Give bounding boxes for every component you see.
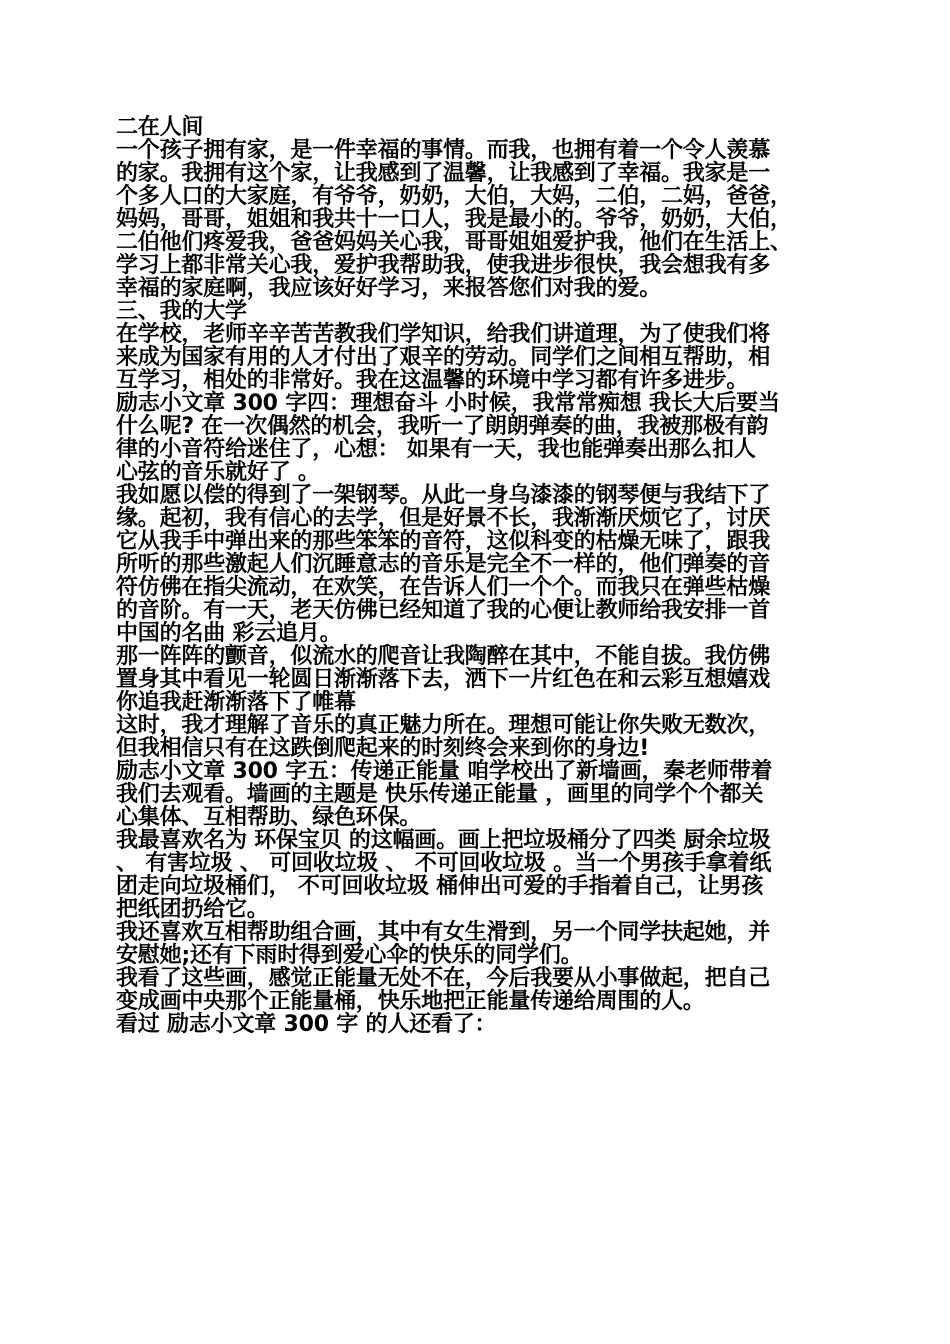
document-body [116, 116, 842, 1036]
text-line: 把纸团扔给它。 [116, 897, 269, 922]
text-line: 变成画中央那个正能量桶，快乐地把正能量传递给周围的人。 [116, 989, 705, 1014]
text-line: 中国的名曲 彩云追月。 [116, 621, 342, 646]
text-line: 的家。我拥有这个家，让我感到了温馨，让我感到了幸福。我家是一 [116, 161, 771, 186]
text-line: 符仿佛在指尖流动，在欢笑，在告诉人们一个个。而我只在弹些枯燥 [116, 575, 771, 600]
text-line: 我还喜欢互相帮助组合画，其中有女生滑到，另一个同学扶起她，并 [116, 920, 771, 945]
text-line: 一个孩子拥有家，是一件幸福的事情。而我，也拥有着一个令人羡慕 [116, 138, 771, 163]
text-line: 什么呢? 在一次偶然的机会，我听一了朗朗弹奏的曲，我被那极有韵 [116, 414, 769, 439]
text-line: 你追我赶渐渐落下了帷幕 [116, 690, 356, 715]
text-line: 这时，我才理解了音乐的真正魅力所在。理想可能让你失败无数次， [116, 713, 771, 738]
text-line: 来成为国家有用的人才付出了艰辛的劳动。同学们之间相互帮助，相 [116, 345, 771, 370]
text-line: 互学习，相处的非常好。我在这温馨的环境中学习都有许多进步。 [116, 368, 749, 393]
text-line: 我最喜欢名为 环保宝贝 的这幅画。画上把垃圾桶分了四类 厨余垃圾 [116, 828, 771, 853]
related-articles-label: 看过 励志小文章 300 字 的人还看了： [116, 1012, 497, 1037]
text-line: 我们去观看。墙画的主题是 快乐传递正能量 ，画里的同学个个都关 [116, 782, 764, 807]
text-line: 学习上都非常关心我，爱护我帮助我，使我进步很快，我会想我有多 [116, 253, 771, 278]
text-line: 所听的那些激起人们沉睡意志的音乐是完全不一样的，他们弹奏的音 [116, 552, 771, 577]
text-line: 我看了这些画，感觉正能量无处不在，今后我要从小事做起，把自己 [116, 966, 771, 991]
text-line: 的音阶。有一天，老天仿佛已经知道了我的心便让教师给我安排一首 [116, 598, 771, 623]
text-line: 但我相信只有在这跌倒爬起来的时刻终会来到你的身边! [116, 736, 650, 761]
text-line: 励志小文章 300 字四：理想奋斗 小时候，我常常痴想 我长大后要当 [116, 391, 780, 416]
text-line: 心弦的音乐就好了 。 [116, 460, 320, 485]
text-line: 安慰她;还有下雨时得到爱心伞的快乐的同学们。 [116, 943, 583, 968]
text-line: 幸福的家庭啊，我应该好好学习，来报答您们对我的爱。 [116, 276, 662, 301]
text-line: 团走向垃圾桶们， 不可回收垃圾 桶伸出可爱的手指着自己，让男孩 [116, 874, 764, 899]
text-line: 律的小音符给迷住了，心想： 如果有一天，我也能弹奏出那么扣人 [116, 437, 756, 462]
text-line: 在学校，老师辛辛苦苦教我们学知识，给我们讲道理，为了使我们将 [116, 322, 771, 347]
text-line: 我如愿以偿的得到了一架钢琴。从此一身乌漆漆的钢琴便与我结下了 [116, 483, 771, 508]
section-heading: 二在人间 [116, 115, 204, 140]
text-line: 心集体、互相帮助、绿色环保。 [116, 805, 422, 830]
text-line: 那一阵阵的颤音，似流水的爬音让我陶醉在其中，不能自拔。我仿佛 [116, 644, 771, 669]
text-line: 置身其中看见一轮圆日渐渐落下去，洒下一片红色在和云彩互想嬉戏 [116, 667, 771, 692]
text-line: 缘。起初，我有信心的去学，但是好景不长，我渐渐厌烦它了，讨厌 [116, 506, 771, 531]
text-line: 个多人口的大家庭，有爷爷，奶奶，大伯，大妈，二伯，二妈，爸爸， [116, 184, 792, 209]
text-line: 、 有害垃圾 、 可回收垃圾 、 不可回收垃圾 。当一个男孩手拿着纸 [116, 851, 772, 876]
section-heading: 三、我的大学 [116, 299, 247, 324]
text-line: 它从我手中弹出来的那些笨笨的音符，这似科变的枯燥无味了，跟我 [116, 529, 771, 554]
text-line: 妈妈，哥哥，姐姐和我共十一口人，我是最小的。爷爷，奶奶，大伯， [116, 207, 792, 232]
text-line: 二伯他们疼爱我，爸爸妈妈关心我，哥哥姐姐爱护我，他们在生活上、 [116, 230, 792, 255]
text-line: 励志小文章 300 字五：传递正能量 咱学校出了新墙画，秦老师带着 [116, 759, 773, 784]
